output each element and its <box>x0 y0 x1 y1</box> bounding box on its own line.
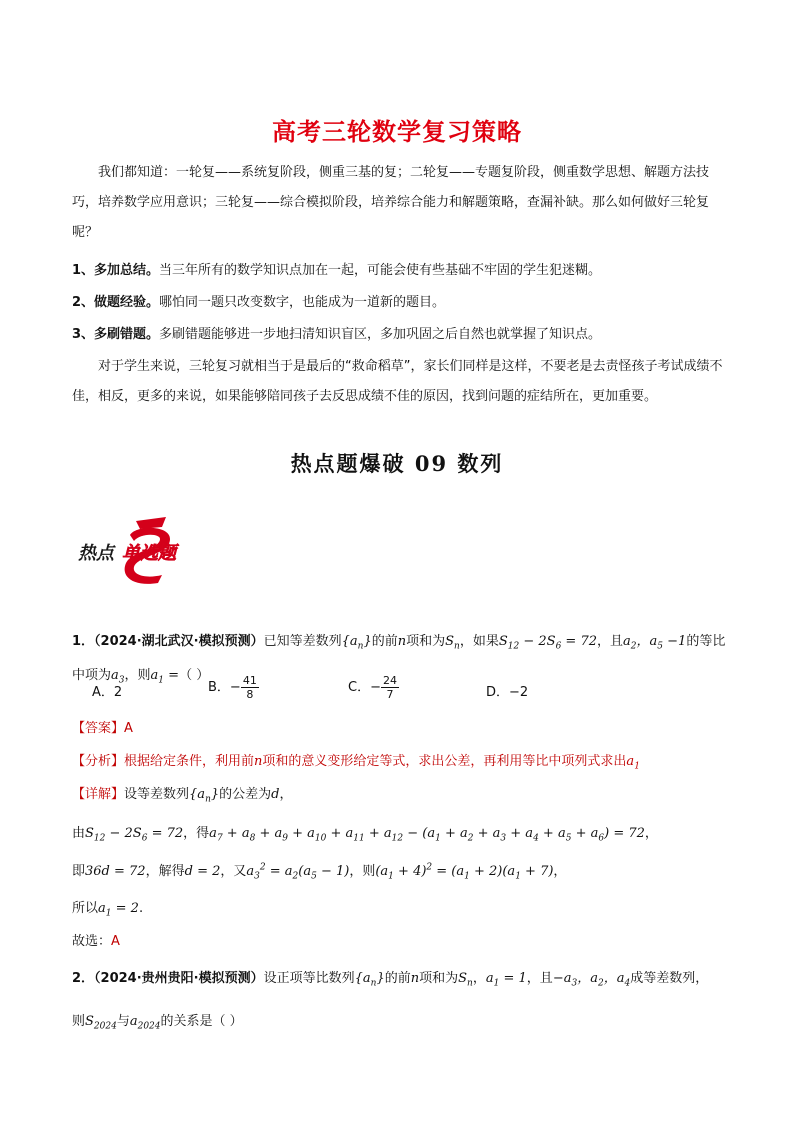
answer-blank: （ ） <box>179 668 210 683</box>
intro-paragraph: 我们都知道：一轮复——系统复阶段，侧重三基的复；二轮复——专题复阶段，侧重数学思想、解题方法技巧，培养数学应用意识；三轮复——综合模拟阶段，培养综合能力和解题策略，查漏补缺。那么如何做好三轮复呢？ <box>72 165 710 240</box>
fraction <box>381 674 399 701</box>
stem-text: 项和为 <box>406 634 446 649</box>
question-source: （2024·贵州贵阳·模拟预测） <box>94 971 264 986</box>
minus-sign: − <box>370 680 381 695</box>
option-label: B． <box>208 680 230 695</box>
math-seq-an: $\{a_n\}$ <box>354 971 385 989</box>
minus-sign: − <box>229 680 241 695</box>
question-1-line-1 <box>72 632 732 657</box>
analysis-line <box>72 750 640 772</box>
punctuation: ， <box>279 787 293 802</box>
stem-text: 的等比 <box>686 634 726 649</box>
stem-text: ，且 <box>597 634 624 649</box>
numerator: 24 <box>382 674 397 687</box>
stem-text: 已知等差数列 <box>263 634 342 649</box>
math-a3: $a_3$ <box>111 668 125 686</box>
tip-text: 哪怕同一题只改变数字，也能成为一道新的题目。 <box>159 295 446 310</box>
solution-text: 由 <box>72 826 86 841</box>
analysis-text: 项和的意义变形给定等式，求出公差，再利用等比中项列式求出 <box>262 754 627 769</box>
math-sn: $S_n$ <box>445 634 460 652</box>
stem-text: ，且 <box>526 971 553 986</box>
analysis-tag: 【分析】 <box>72 754 125 769</box>
tip-label: 2、做题经验。 <box>72 295 160 310</box>
math-a1: $a_1$ <box>626 754 640 772</box>
detail-text: 的公差为 <box>219 787 272 802</box>
math-seq-an: $\{a_n\}$ <box>341 634 372 652</box>
fraction <box>241 674 259 701</box>
stem-text: 与 <box>116 1014 130 1029</box>
stem-text: 成等差数列， <box>630 971 709 986</box>
stem-text: ，则 <box>124 668 151 683</box>
question-number: 1． <box>72 634 95 649</box>
solution-line-1 <box>72 822 658 844</box>
option-c <box>348 674 399 701</box>
math-n: n <box>410 971 420 986</box>
answer-tag: 【答案】 <box>72 721 125 736</box>
tip-1 <box>72 256 732 286</box>
question-2-line-2 <box>72 1010 243 1032</box>
question-source: （2024·湖北武汉·模拟预测） <box>94 634 264 649</box>
solution-line-3 <box>72 897 143 919</box>
stem-text: 项和为 <box>419 971 459 986</box>
analysis-text: 根据给定条件，利用前 <box>124 754 255 769</box>
option-label: C． <box>348 680 371 695</box>
solution-text: ，得 <box>183 826 210 841</box>
logo-graphic <box>74 515 204 585</box>
math-terms: $-a_3$，$a_2$，$a_4$ <box>552 971 631 989</box>
svg-text:热点: 热点 <box>78 543 114 564</box>
math-seq-an: $\{a_n\}$ <box>189 787 220 805</box>
math-result: $a_1 = 2$ <box>98 901 139 919</box>
math-a2024: $a_{2024}$ <box>129 1014 161 1032</box>
math-a1: $a_1$ = <box>150 668 180 686</box>
math-n: n <box>254 754 263 769</box>
math-d-value: d = 2 <box>184 864 221 879</box>
solution-text: ，解得 <box>145 864 185 879</box>
denominator: 7 <box>386 688 394 701</box>
stem-text: 设正项等比数列 <box>263 971 355 986</box>
svg-text:单选题: 单选题 <box>122 543 176 564</box>
solution-text: 即 <box>72 864 86 879</box>
math-d: d <box>271 787 280 802</box>
punctuation: ， <box>553 864 567 879</box>
option-a: A．2 <box>92 685 123 700</box>
punctuation: ， <box>644 826 658 841</box>
option-b <box>208 674 259 701</box>
tip-text: 当三年所有的数学知识点加在一起，可能会使有些基础不牢固的学生犯迷糊。 <box>159 263 602 278</box>
question-number: 2． <box>72 971 95 986</box>
detail-line <box>72 783 293 805</box>
stem-text: 中项为 <box>72 668 112 683</box>
stem-text: 的前 <box>384 971 411 986</box>
hot-single-choice-logo <box>74 515 204 585</box>
detail-tag: 【详解】 <box>72 787 125 802</box>
denominator: 8 <box>246 688 254 701</box>
stem-text: ， <box>472 971 486 986</box>
section-title: 热点题爆破 09 数列 <box>290 451 504 476</box>
punctuation: . <box>138 901 144 916</box>
question-1-line-2 <box>72 666 732 691</box>
math-condition: $S_{12} - 2S_6 = 72$ <box>498 634 597 652</box>
math-sn: $S_n$ <box>458 971 473 989</box>
question-2-line-1 <box>72 967 708 989</box>
math-s2024: $S_{2024}$ <box>85 1014 117 1032</box>
option-d: D．−2 <box>486 685 529 700</box>
solution-text: ，又 <box>220 864 247 879</box>
stem-text: 的前 <box>371 634 398 649</box>
math-terms: $a_2$，$a_5 -1$ <box>623 634 687 652</box>
math-n: n <box>397 634 407 649</box>
choose-line <box>72 930 120 949</box>
tip-text: 多刷错题能够进一步地扫清知识盲区，多加巩固之后自然也就掌握了知识点。 <box>159 327 602 342</box>
page-title: 高考三轮数学复习策略 <box>272 118 522 146</box>
tip-label: 1、多加总结。 <box>72 263 160 278</box>
solution-text: 所以 <box>72 901 99 916</box>
math-36d: 36d = 72 <box>85 864 146 879</box>
choose-label: 故选： <box>72 934 112 949</box>
tip-2 <box>72 288 732 318</box>
stem-text: ，如果 <box>459 634 499 649</box>
stem-text: 则 <box>72 1014 86 1029</box>
answer-value: A <box>124 721 133 736</box>
solution-text: ，则 <box>349 864 376 879</box>
numerator: 41 <box>242 674 257 687</box>
math-expansion: $a_7 + a_8 + a_9 + a_{10} + a_{11} + a_{12} - (a_1 + a_2 + a_3 + a_4 + a_5 + a_6) = 72$ <box>209 826 645 844</box>
detail-text: 设等差数列 <box>124 787 190 802</box>
choose-value: A <box>111 934 120 949</box>
closing-paragraph: 对于学生来说，三轮复习就相当于是最后的“救命稻草”，家长们同样是这样，不要老是去责怪孩子考试成绩不佳，相反，更多的来说，如果能够陪同孩子去反思成绩不佳的原因，找到问题的症结所在，更加重要。 <box>72 359 723 404</box>
math-geo-mean: $a_3^2 = a_2(a_5 - 1)$ <box>246 862 350 882</box>
solution-line-2 <box>72 860 566 882</box>
tip-3 <box>72 320 732 350</box>
answer-line <box>72 717 133 736</box>
math-equation: $(a_1 + 4)^2 = (a_1 + 2)(a_1 + 7)$ <box>375 862 554 882</box>
stem-text: 的关系是（ ） <box>160 1014 243 1029</box>
math-a1-value: $a_1 = 1$ <box>485 971 527 989</box>
tip-label: 3、多刷错题。 <box>72 327 160 342</box>
math-condition: $S_{12} - 2S_6 = 72$ <box>85 826 184 844</box>
